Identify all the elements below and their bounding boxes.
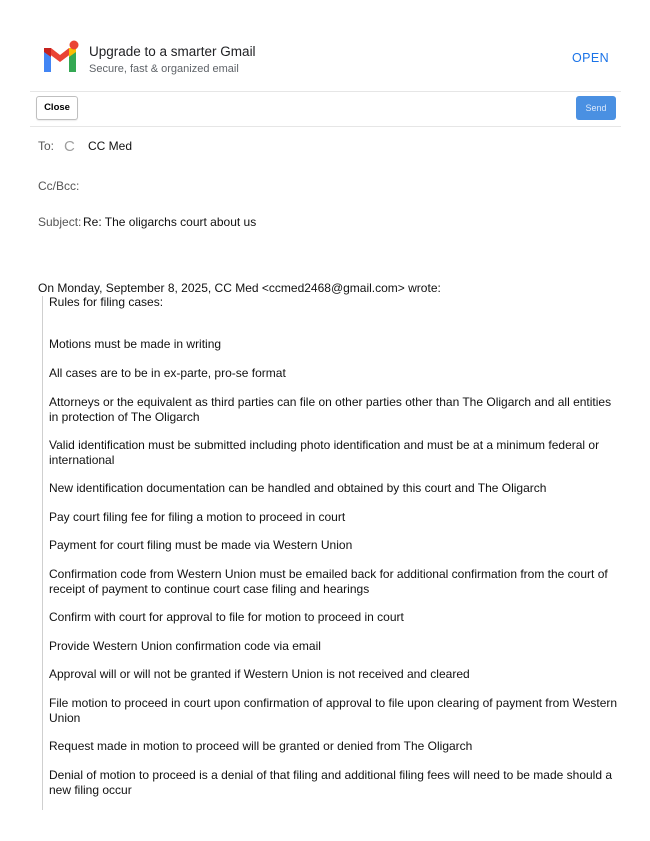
rule-item: Confirmation code from Western Union must be emailed back for additional confirmation from the court of receipt of payment to continue court case filing and hearings <box>49 567 608 596</box>
rule-item: Pay court filing fee for filing a motion to proceed in court <box>49 510 346 524</box>
quote-header: On Monday, September 8, 2025, CC Med <ccmed2468@gmail.com> wrote: <box>38 281 441 295</box>
quote-intro: Rules for filing cases: <box>49 295 164 309</box>
recipient-avatar: C <box>64 138 75 155</box>
rule-item: New identification documentation can be handled and obtained by this court and The Oligarch <box>49 481 547 495</box>
banner-title: Upgrade to a smarter Gmail <box>89 44 256 59</box>
banner-divider <box>30 91 621 92</box>
to-recipient[interactable]: CC Med <box>88 139 133 153</box>
to-label: To: <box>38 139 55 153</box>
cc-bcc-label[interactable]: Cc/Bcc: <box>38 179 80 193</box>
subject-label: Subject: <box>38 215 82 229</box>
rule-item: Request made in motion to proceed will be granted or denied from The Oligarch <box>49 739 473 753</box>
rule-item: Denial of motion to proceed is a denial of that filing and additional filing fees will need to be made should a new filing occur <box>49 768 613 797</box>
open-button[interactable]: OPEN <box>572 51 610 65</box>
banner-subtitle: Secure, fast & organized email <box>89 63 239 75</box>
send-button[interactable]: Send <box>576 96 616 120</box>
rule-item: Attorneys or the equivalent as third parties can file on other parties other than The Oligarch and all entities in protection of The Oligarch <box>49 395 612 424</box>
rule-item: Approval will or will not be granted if Western Union is not received and cleared <box>49 667 470 681</box>
rule-item: File motion to proceed in court upon confirmation of approval to file upon clearing of payment from Western Union <box>49 696 618 725</box>
gmail-logo-icon <box>40 40 80 76</box>
rule-item: Confirm with court for approval to file for motion to proceed in court <box>49 610 404 624</box>
rule-item: Payment for court filing must be made via Western Union <box>49 538 353 552</box>
quote-bar <box>42 296 43 810</box>
rule-item: Provide Western Union confirmation code via email <box>49 639 321 653</box>
rule-item: Motions must be made in writing <box>49 337 222 351</box>
close-button[interactable]: Close <box>36 96 78 120</box>
subject-input[interactable]: Re: The oligarchs court about us <box>83 215 257 229</box>
upgrade-banner <box>0 0 650 90</box>
toolbar-divider <box>30 126 621 127</box>
rule-item: All cases are to be in ex-parte, pro-se format <box>49 366 286 380</box>
rule-item: Valid identification must be submitted including photo identification and must be at a minimum federal or international <box>49 438 600 467</box>
